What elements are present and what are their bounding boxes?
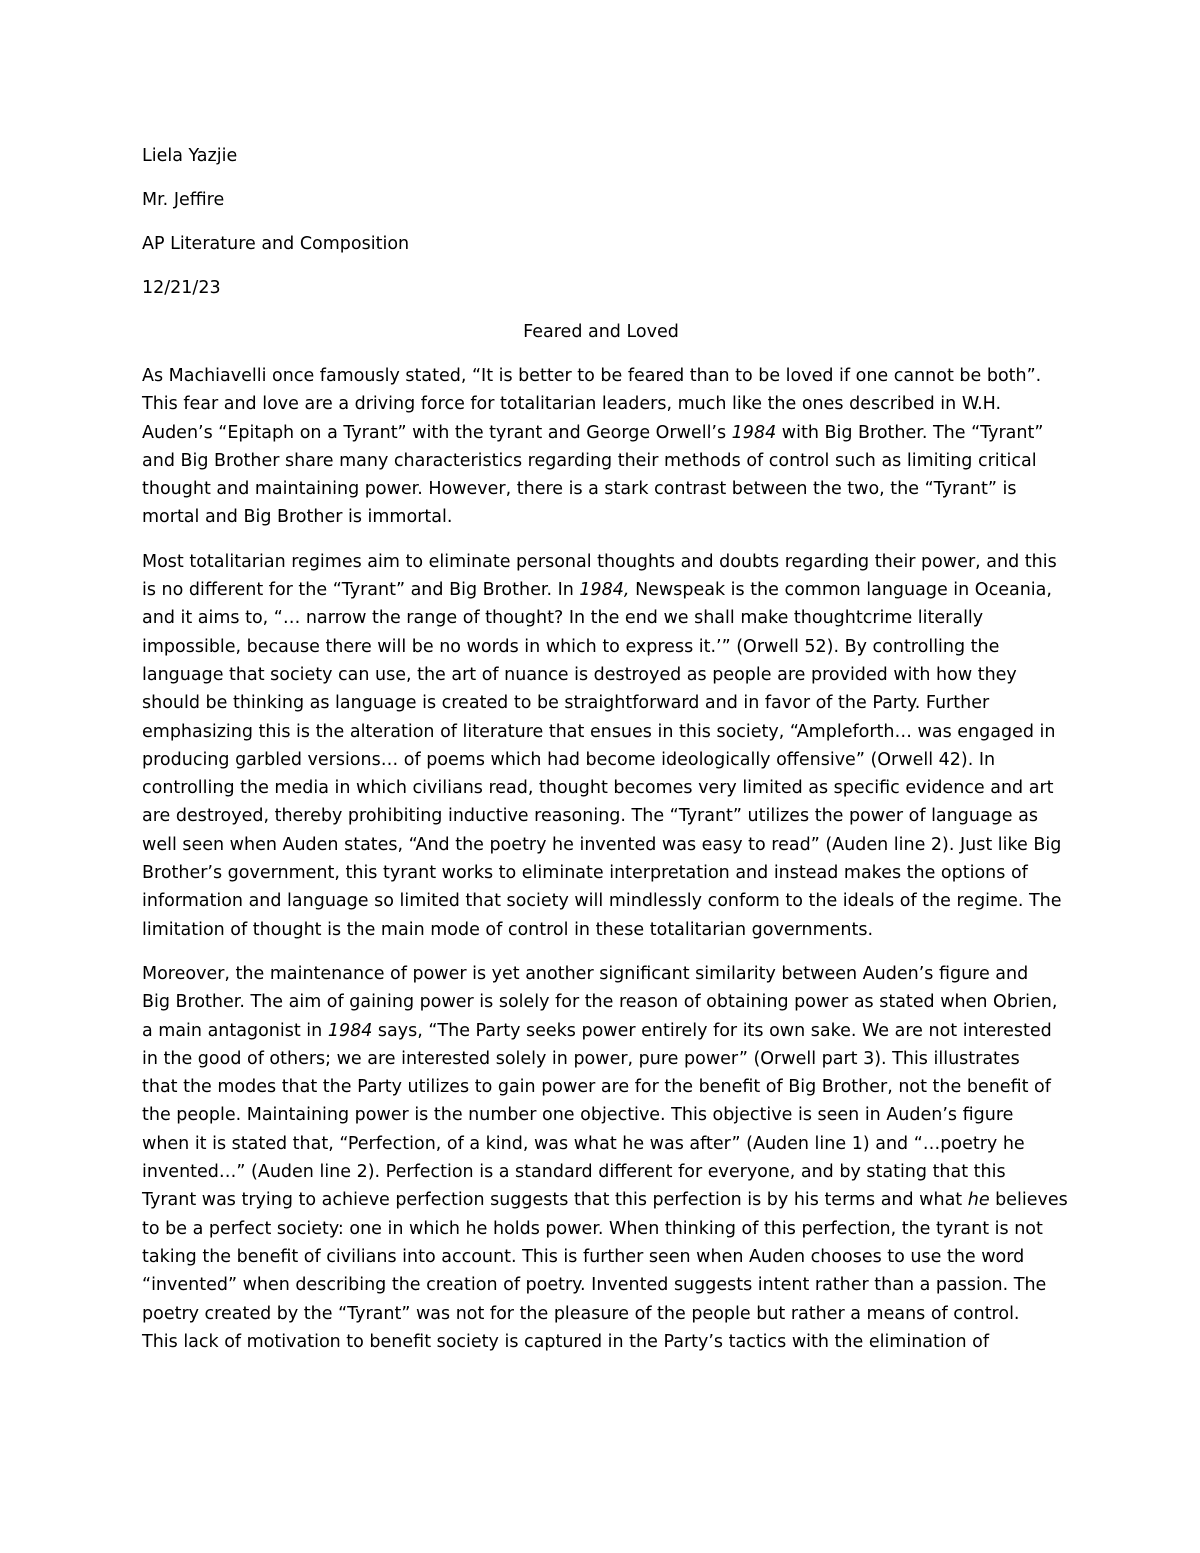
paragraph-line: controlling the media in which civilians read, thought becomes very limited as specific evidence and art	[142, 778, 1054, 799]
paragraph-line: Most totalitarian regimes aim to eliminate personal thoughts and doubts regarding their power, and this	[142, 551, 1057, 572]
paragraph-line: well seen when Auden states, “And the poetry he invented was easy to read” (Auden line 2). Just like Big	[142, 834, 1062, 855]
paragraph-line: Auden’s “Epitaph on a Tyrant” with the tyrant and George Orwell’s 1984 with Big Brother. The “Tyrant”	[142, 422, 1044, 443]
paragraph-line: language that society can use, the art of nuance is destroyed as people are provided with how they	[142, 664, 1017, 685]
paragraph-line: “invented” when describing the creation of poetry. Invented suggests intent rather than a passion. The	[142, 1275, 1047, 1296]
paragraph-line: This fear and love are a driving force for totalitarian leaders, much like the ones described in W.H.	[142, 394, 1002, 415]
paragraph-line: information and language so limited that society will mindlessly conform to the ideals of the regime. The	[142, 891, 1062, 912]
paragraph-line: thought and maintaining power. However, there is a stark contrast between the two, the “Tyrant” is	[142, 479, 1017, 500]
paragraph-line: should be thinking as language is created to be straightforward and in favor of the Party. Further	[142, 693, 990, 714]
paragraph-line: emphasizing this is the alteration of literature that ensues in this society, “Ampleforth… was engaged in	[142, 721, 1056, 742]
essay-date: 12/21/23	[142, 278, 221, 298]
paragraph-line: that the modes that the Party utilizes to gain power are for the benefit of Big Brother, not the benefit of	[142, 1077, 1051, 1098]
paragraph-line: invented…” (Auden line 2). Perfection is a standard different for everyone, and by stating that this	[142, 1162, 1006, 1183]
paragraph-line: Moreover, the maintenance of power is yet another significant similarity between Auden’s figure and	[142, 963, 1029, 984]
paragraph-line: and Big Brother share many characteristics regarding their methods of control such as limiting critical	[142, 450, 1037, 471]
course-name: AP Literature and Composition	[142, 234, 410, 254]
paragraph-line: in the good of others; we are interested solely in power, pure power” (Orwell part 3). This illustrates	[142, 1048, 1020, 1069]
paragraph-line: This lack of motivation to benefit society is captured in the Party’s tactics with the elimination of	[142, 1331, 989, 1352]
paragraph-line: a main antagonist in 1984 says, “The Party seeks power entirely for its own sake. We are not interested	[142, 1020, 1052, 1041]
paragraph-line: poetry created by the “Tyrant” was not for the pleasure of the people but rather a means of control.	[142, 1303, 1020, 1324]
teacher-name: Mr. Jeffire	[142, 190, 225, 210]
paragraph-line: As Machiavelli once famously stated, “It is better to be feared than to be loved if one cannot be both”.	[142, 366, 1042, 386]
paragraph-line: when it is stated that, “Perfection, of a kind, was what he was after” (Auden line 1) and “…poetry he	[142, 1133, 1025, 1154]
paragraph-line: to be a perfect society: one in which he holds power. When thinking of this perfection, the tyrant is not	[142, 1218, 1043, 1239]
paragraph-line: producing garbled versions… of poems which had become ideologically offensive” (Orwell 42). In	[142, 749, 996, 770]
paragraph-line: impossible, because there will be no words in which to express it.’” (Orwell 52). By controlling the	[142, 636, 1000, 657]
paragraph-line: mortal and Big Brother is immortal.	[142, 507, 453, 528]
paragraph-line: limitation of thought is the main mode of control in these totalitarian governments.	[142, 919, 874, 940]
paragraph-line: and it aims to, “… narrow the range of thought? In the end we shall make thoughtcrime literally	[142, 608, 984, 629]
student-name: Liela Yazjie	[142, 146, 238, 166]
paragraph-line: the people. Maintaining power is the number one objective. This objective is seen in Auden’s figure	[142, 1105, 1014, 1126]
paragraph-line: taking the benefit of civilians into account. This is further seen when Auden chooses to use the word	[142, 1246, 1025, 1267]
paragraph-line: Brother’s government, this tyrant works to eliminate interpretation and instead makes the options of	[142, 863, 1028, 884]
paragraph-line: Big Brother. The aim of gaining power is solely for the reason of obtaining power as stated when Obrien,	[142, 992, 1058, 1013]
paragraph-line: Tyrant was trying to achieve perfection suggests that this perfection is by his terms and what he believes	[142, 1190, 1068, 1211]
paragraph-line: are destroyed, thereby prohibiting inductive reasoning. The “Tyrant” utilizes the power of language as	[142, 806, 1038, 827]
paragraph-body-2	[142, 960, 1068, 1356]
paragraph-line: is no different for the “Tyrant” and Big Brother. In 1984, Newspeak is the common language in Oceania,	[142, 580, 1052, 601]
paragraph-body-1	[142, 548, 1060, 944]
paragraph-intro	[142, 362, 1060, 532]
essay-title: Feared and Loved	[523, 322, 679, 342]
